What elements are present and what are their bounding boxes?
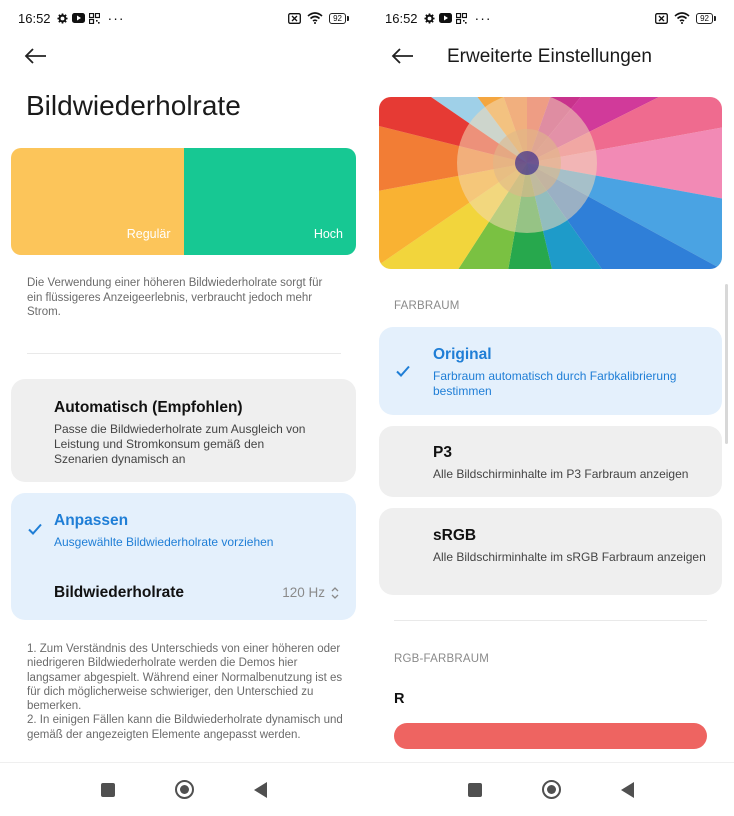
advanced-settings-screen [367, 0, 734, 816]
youtube-icon [439, 13, 452, 23]
refresh-rate-selector[interactable] [282, 585, 340, 600]
battery-icon [329, 13, 349, 24]
refresh-rate-description: Die Verwendung einer höheren Bildwiederholrate sorgt für ein flüssigeres Anzeigeerlebnis, verbraucht jedoch mehr Strom. [27, 277, 323, 318]
color-space-option-p3[interactable] [379, 426, 722, 497]
recent-apps-icon[interactable] [468, 783, 482, 797]
divider [27, 353, 341, 354]
battery-level: 92 [329, 13, 346, 24]
option-title: Automatisch (Empfohlen) [54, 399, 243, 416]
no-sim-icon [655, 13, 668, 24]
battery-icon [696, 13, 716, 24]
refresh-rate-notes: 1. Zum Verständnis des Unterschieds von einer höheren oder niedrigeren Bildwiederholrate werden die Demos hier langsamer abgespielt. Während einer Normalbenutzung ist es für dich möglicherweise schwieriger, den Unterschied zu bemerken. 2. In einigen Fällen kann die Bildwiederholrate dynamisch und gemäß der angezeigten Elemente angepasst werden. [27, 643, 343, 741]
rgb-channel-label: R [394, 691, 405, 707]
battery-level: 92 [696, 13, 713, 24]
back-arrow-icon[interactable] [22, 44, 50, 68]
youtube-icon [72, 13, 85, 23]
option-subtitle: Passe die Bildwiederholrate zum Ausgleich von Leistung und Stromkonsum gemäß den Szenarien dynamisch an [54, 422, 306, 466]
qr-code-icon [456, 13, 467, 24]
status-time: 16:52 [18, 10, 51, 26]
colored-pencils-preview-image [379, 97, 722, 269]
chevron-up-down-icon [330, 586, 340, 600]
option-automatic[interactable] [11, 379, 356, 482]
checkmark-icon [27, 521, 43, 537]
option-subtitle: Alle Bildschirminhalte im sRGB Farbraum anzeigen [433, 550, 706, 564]
high-label: Hoch [313, 227, 343, 241]
wifi-icon [307, 12, 323, 24]
option-title: Anpassen [54, 512, 129, 529]
gear-icon [424, 13, 435, 24]
rgb-color-space-section-label: RGB-FARBRAUM [394, 653, 490, 665]
recent-apps-icon[interactable] [101, 783, 115, 797]
page-title: Erweiterte Einstellungen [447, 46, 652, 67]
refresh-rate-row-label[interactable]: Bildwiederholrate [54, 584, 185, 601]
option-subtitle: Alle Bildschirminhalte im P3 Farbraum anzeigen [433, 467, 689, 481]
navigation-bar [0, 762, 367, 816]
color-space-option-srgb[interactable] [379, 508, 722, 595]
red-channel-slider[interactable] [394, 723, 707, 749]
status-bar [18, 8, 349, 28]
option-custom[interactable] [11, 493, 356, 620]
more-notifications-icon: ··· [474, 10, 492, 26]
navigation-bar [367, 762, 734, 816]
home-icon[interactable] [175, 780, 194, 799]
color-space-section-label: FARBRAUM [394, 300, 460, 312]
option-subtitle: Ausgewählte Bildwiederholrate vorziehen [54, 535, 274, 549]
refresh-rate-demo [11, 148, 356, 255]
back-nav-icon[interactable] [254, 782, 267, 798]
regular-label: Regulär [126, 227, 171, 241]
wifi-icon [674, 12, 690, 24]
back-nav-icon[interactable] [621, 782, 634, 798]
high-rate-demo [184, 148, 357, 255]
divider [394, 620, 707, 621]
gear-icon [57, 13, 68, 24]
more-notifications-icon: ··· [107, 10, 125, 26]
page-title: Bildwiederholrate [26, 90, 241, 121]
scrollbar[interactable] [725, 284, 728, 444]
status-time: 16:52 [385, 10, 418, 26]
color-space-option-original[interactable] [379, 327, 722, 415]
checkmark-icon [395, 363, 411, 379]
status-bar [385, 8, 716, 28]
option-title: Original [433, 346, 492, 363]
option-title: P3 [433, 444, 452, 461]
back-arrow-icon[interactable] [389, 44, 417, 68]
regular-rate-demo [11, 148, 184, 255]
refresh-rate-value: 120 Hz [282, 585, 325, 600]
option-subtitle: Farbraum automatisch durch Farbkalibrierung bestimmen [433, 369, 677, 398]
qr-code-icon [89, 13, 100, 24]
no-sim-icon [288, 13, 301, 24]
home-icon[interactable] [542, 780, 561, 799]
option-title: sRGB [433, 527, 477, 544]
